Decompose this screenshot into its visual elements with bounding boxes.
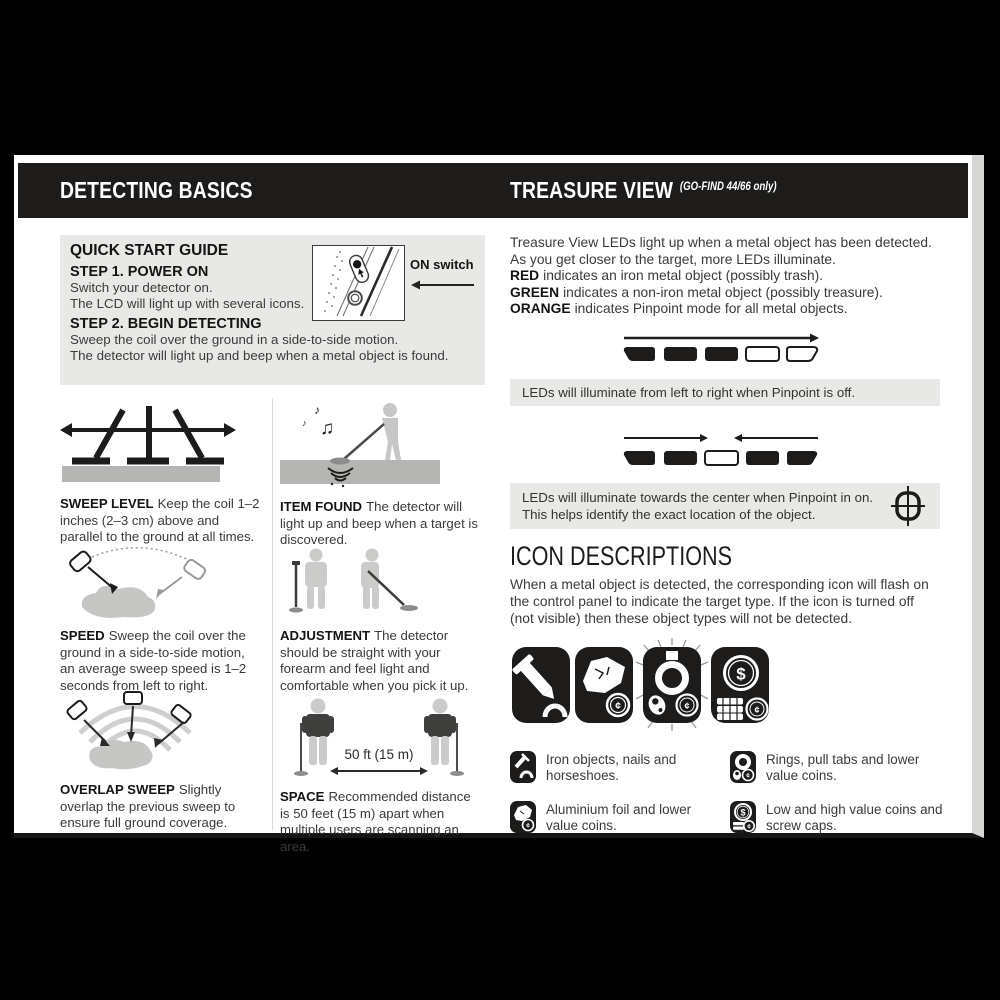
coins-icon <box>711 647 769 723</box>
music-note-icon: ♫ <box>320 418 335 439</box>
treasure-view-intro-line: Treasure View LEDs light up when a metal object has been detected. <box>510 235 932 250</box>
legend-item-iron <box>510 751 722 785</box>
legend-text: Iron objects, nails and horseshoes. <box>546 751 677 784</box>
arrow-left-icon <box>410 279 476 291</box>
step2-heading: STEP 2. BEGIN DETECTING <box>70 316 262 332</box>
tip-text: Sweep the coil over the ground in a side-to-side motion, an average sweep speed is 1–2 seconds from left to right. <box>60 628 247 693</box>
led-diagram-pinpoint-on <box>622 432 820 467</box>
arrows-toward-center-icon <box>622 432 820 444</box>
sweep-level-diagram <box>60 402 250 487</box>
coin-stack <box>717 698 743 720</box>
quick-start-panel <box>60 235 485 385</box>
svg-text:¢: ¢ <box>615 700 621 712</box>
aluminium-foil-icon <box>575 647 633 723</box>
rings-mini-icon <box>730 751 756 783</box>
header-title-treasure-view <box>510 177 777 204</box>
tip-sweep-level <box>60 402 260 546</box>
overlap-sweep-diagram <box>60 688 250 773</box>
svg-text:$: $ <box>736 664 746 684</box>
tip-adjustment <box>280 547 478 694</box>
music-note-icon: ♪ <box>302 418 307 428</box>
column-divider <box>272 398 273 830</box>
legend-text: Low and high value coins and screw caps. <box>766 801 943 834</box>
on-switch-drawing <box>348 253 371 284</box>
header-bar <box>18 163 968 218</box>
svg-text:¢: ¢ <box>747 823 751 831</box>
tip-title: ADJUSTMENT <box>280 628 371 643</box>
distance-label: 50 ft (15 m) <box>344 747 414 762</box>
cent-coin-icon <box>607 694 629 716</box>
step1-heading: STEP 1. POWER ON <box>70 264 209 280</box>
header-title-detecting-basics: DETECTING BASICS <box>60 177 253 203</box>
tip-text: Slightly overlap the previous sweep to ensure full ground coverage. <box>60 782 236 830</box>
detector-switch-illustration <box>312 245 405 321</box>
svg-text:¢: ¢ <box>684 700 690 711</box>
icon-legend <box>510 751 952 835</box>
coins-mini-icon <box>730 801 756 833</box>
icon-descriptions-text: When a metal object is detected, the corresponding icon will flash on the control panel to indicate the target type. If the icon is turned off (not visible) then these object types will not be detected. <box>510 576 929 626</box>
step2-line: The detector will light up and beep when a metal object is found. <box>70 348 449 363</box>
tip-overlap-sweep <box>60 688 260 832</box>
led-diagram-pinpoint-off <box>622 332 820 363</box>
treasure-view-red-line: RED indicates an iron metal object (possibly trash). <box>510 268 824 284</box>
rings-pulltabs-icon <box>633 637 711 733</box>
led-indicator-row <box>622 450 820 467</box>
tip-title: ITEM FOUND <box>280 499 363 514</box>
treasure-view-green-line: GREEN indicates a non-iron metal object (possibly treasure). <box>510 284 883 300</box>
quick-start-title: QUICK START GUIDE <box>70 242 229 259</box>
item-found-diagram <box>280 400 470 490</box>
note-pinpoint-off: LEDs will illuminate from left to right when Pinpoint is off. <box>510 379 940 406</box>
step1-line: Switch your detector on. <box>70 280 213 295</box>
music-note-icon: ♪ <box>314 403 320 417</box>
speed-diagram <box>60 547 250 619</box>
step2-line: Sweep the coil over the ground in a side-to-side motion. <box>70 332 399 347</box>
svg-text:$: $ <box>740 807 746 818</box>
dollar-coin-icon <box>725 656 758 689</box>
legend-text: Aluminium foil and lower value coins. <box>546 801 692 834</box>
iron-objects-icon <box>512 647 570 723</box>
tip-text: Recommended distance is 50 feet (15 m) apart when multiple users are scanning an area. <box>280 789 471 854</box>
aluminium-foil-mini-icon <box>510 801 536 833</box>
svg-text:¢: ¢ <box>526 822 530 830</box>
cent-coin-icon <box>747 698 768 719</box>
tip-text: The detector will light up and beep when a target is discovered. <box>280 499 478 547</box>
tip-speed <box>60 547 260 694</box>
note-pinpoint-on: LEDs will illuminate towards the center when Pinpoint in on. This helps identify the exact location of the object. <box>510 483 940 529</box>
pinpoint-crosshair-icon <box>890 485 926 527</box>
tip-text: The detector should be straight with your forearm and feel light and comfortable when you pick it up. <box>280 628 469 693</box>
svg-text:¢: ¢ <box>754 704 760 715</box>
cent-coin-icon <box>677 694 698 715</box>
header-note: (GO-FIND 44/66 only) <box>679 181 777 193</box>
detector-closeup-drawing <box>313 246 401 317</box>
person-silhouette <box>424 699 456 766</box>
person-silhouette <box>302 699 334 766</box>
iron-objects-mini-icon <box>510 751 536 783</box>
legend-text: Rings, pull tabs and lower value coins. <box>766 751 920 784</box>
person-silhouette <box>382 403 401 460</box>
tip-title: SWEEP LEVEL <box>60 496 154 511</box>
icon-descriptions-title: ICON DESCRIPTIONS <box>510 540 733 571</box>
led-indicator-row <box>622 346 820 363</box>
tip-space <box>280 695 478 855</box>
adjustment-diagram <box>280 547 470 619</box>
tip-title: SPEED <box>60 628 105 643</box>
treasure-view-title: TREASURE VIEW <box>510 177 674 203</box>
step1-line: The LCD will light up with several icons. <box>70 296 305 311</box>
tip-title: SPACE <box>280 789 325 804</box>
treasure-view-intro-line: As you get closer to the target, more LEDs illuminate. <box>510 251 836 267</box>
space-diagram <box>280 695 478 780</box>
tip-text: Keep the coil 1–2 inches (2–3 cm) above and parallel to the ground at all times. <box>60 496 260 544</box>
on-switch-label: ON switch <box>410 257 474 272</box>
legend-item-aluminium <box>510 801 722 835</box>
manual-page <box>14 155 984 854</box>
target-type-icons <box>512 637 952 733</box>
legend-item-coins <box>730 801 948 835</box>
tip-title: OVERLAP SWEEP <box>60 782 175 797</box>
treasure-view-section <box>510 235 952 835</box>
svg-text:¢: ¢ <box>746 772 750 780</box>
person-silhouette <box>305 549 327 610</box>
tip-item-found <box>280 400 478 549</box>
treasure-view-orange-line: ORANGE indicates Pinpoint mode for all metal objects. <box>510 301 848 317</box>
arrow-right-icon <box>622 332 820 344</box>
legend-item-rings <box>730 751 948 785</box>
